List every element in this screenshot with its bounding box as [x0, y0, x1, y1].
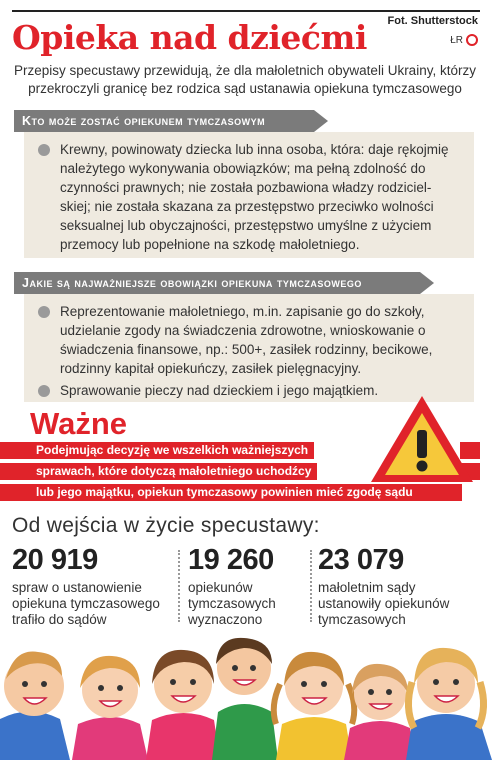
stat-value: 19 260 [188, 544, 274, 576]
important-label: Ważne [30, 406, 128, 441]
stat-description: spraw o ustanowienie opiekuna tymczasowego trafiło do sądów [12, 580, 160, 627]
list-duties [38, 302, 462, 400]
panel-duties [24, 294, 474, 402]
section-heading-duties [14, 272, 420, 294]
divider [178, 550, 180, 622]
warning-line-2: sprawach, które dotyczą małoletniego uchodźcy [30, 463, 317, 480]
child-figure [406, 648, 492, 760]
section-heading-text: Kto może zostać opiekunem tymczasowym [22, 114, 266, 128]
list-item-text: Reprezentowanie małoletniego, m.in. zapisanie go do szkoły, udzielanie zgody na świadczenia zdrowotne, wnioskowanie o świadczenia finansowe, np.: 500+, zasiłek rodzinny, becikowe, rodzinny kapitał opiekuńczy, zasiłek pielęgnacyjny. [60, 304, 433, 376]
warning-line-3: lub jego majątku, opiekun tymczasowy powinien mieć zgodę sądu [30, 484, 462, 501]
divider [310, 550, 312, 622]
stat-description: opiekunów tymczasowych wyznaczono [188, 580, 276, 627]
warning-rule [0, 463, 30, 480]
bullet-icon [38, 306, 50, 318]
child-figure [212, 638, 278, 760]
arrow-right-icon [314, 110, 328, 132]
child-figure [146, 650, 220, 760]
list-item-text: Sprawowanie pieczy nad dzieckiem i jego majątkiem. [60, 383, 379, 398]
top-rule [12, 10, 480, 12]
list-item [38, 302, 462, 378]
section-heading-text: Jakie są najważniejsze obowiązki opiekuna tymczasowego [22, 276, 362, 290]
warning-triangle-icon [368, 393, 476, 485]
bullet-icon [38, 144, 50, 156]
stat-cases [12, 544, 172, 628]
stat-description: małoletnim sądy ustanowiły opiekunów tymczasowych [318, 580, 450, 627]
arrow-right-icon [420, 272, 434, 294]
brand-text: ŁR [450, 34, 463, 46]
stat-minors [318, 544, 478, 628]
page-title: Opieka nad dziećmi [12, 18, 367, 57]
brand-mark [450, 34, 478, 46]
stats-heading: Od wejścia w życie specustawy: [12, 514, 320, 537]
stat-guardians [188, 544, 308, 628]
warning-rule [0, 484, 30, 501]
list-who [38, 140, 462, 254]
section-heading-who [14, 110, 314, 132]
stat-value: 23 079 [318, 544, 404, 576]
list-item-text: Krewny, powinowaty dziecka lub inna osoba, która: daje rękojmię należytego wykonywania obowiązków; ma pełną zdolność do czynności prawnych; nie została pozbawiona władzy rodziciel-skiej; nie została skazana za przestępstwo przeciwko wolności seksualnej lub obyczajności, przestępstwo umyślne z użyciem przemocy lub popełnione na szkodę małoletniego. [60, 142, 449, 252]
stat-value: 20 919 [12, 544, 98, 576]
warning-rule [0, 442, 30, 459]
lead-paragraph: Przepisy specustawy przewidują, że dla małoletnich obywateli Ukrainy, którzy przekroczyli granicę bez rodzica sąd ustanawia opiekuna tymczasowego [14, 63, 476, 96]
child-figure [72, 656, 148, 760]
bullet-icon [38, 385, 50, 397]
child-figure [274, 652, 355, 760]
children-photo [0, 624, 492, 760]
list-item [38, 140, 462, 254]
brand-circle-icon [466, 34, 478, 46]
child-figure [0, 652, 70, 760]
warning-line-1: Podejmując decyzję we wszelkich ważniejszych [30, 442, 314, 459]
photo-credit: Fot. Shutterstock [387, 15, 478, 27]
panel-who [24, 132, 474, 258]
